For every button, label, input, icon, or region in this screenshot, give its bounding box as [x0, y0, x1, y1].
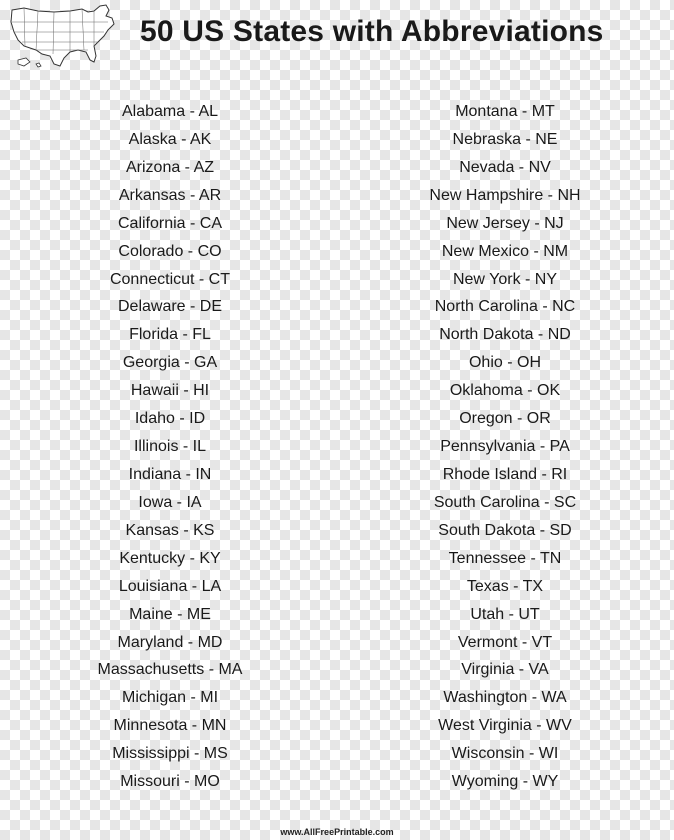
state-item: Colorado - CO [118, 242, 222, 260]
state-item: Alaska - AK [128, 130, 212, 148]
state-item: Kansas - KS [125, 521, 215, 539]
state-item: North Carolina - NC [434, 298, 576, 316]
state-item: South Dakota - SD [438, 521, 572, 539]
state-item: New York - NY [452, 270, 558, 288]
state-item: Mississippi - MS [112, 745, 228, 763]
usa-map-icon [8, 2, 120, 70]
state-item: Massachusetts - MA [97, 661, 243, 679]
state-item: Oregon - OR [459, 410, 551, 428]
state-item: Minnesota - MN [113, 717, 227, 735]
state-item: Texas - TX [466, 577, 544, 595]
state-item: Pennsylvania - PA [440, 438, 570, 456]
states-list-left [70, 98, 270, 796]
state-item: Utah - UT [470, 605, 540, 623]
state-item: Tennessee - TN [448, 549, 562, 567]
state-item: Nebraska - NE [452, 130, 558, 148]
state-item: Michigan - MI [121, 689, 219, 707]
state-item: Louisiana - LA [118, 577, 222, 595]
state-item: New Mexico - NM [441, 242, 569, 260]
state-item: Kentucky - KY [119, 549, 221, 567]
state-item: Connecticut - CT [109, 270, 231, 288]
state-item: Nevada - NV [459, 158, 551, 176]
state-item: New Hampshire - NH [429, 186, 581, 204]
state-item: Virginia - VA [461, 661, 549, 679]
state-item: Hawaii - HI [130, 382, 210, 400]
state-item: South Carolina - SC [433, 493, 577, 511]
state-item: Vermont - VT [457, 633, 553, 651]
state-item: Arkansas - AR [118, 186, 222, 204]
state-item: Montana - MT [455, 103, 555, 120]
state-item: Delaware - DE [117, 298, 223, 316]
state-item: Illinois - IL [133, 438, 207, 456]
state-item: Georgia - GA [122, 354, 218, 372]
state-item: Alabama - AL [121, 103, 219, 120]
state-item: New Jersey - NJ [446, 214, 564, 232]
state-item: Wisconsin - WI [451, 745, 559, 763]
states-list-right [400, 98, 610, 796]
state-item: North Dakota - ND [439, 326, 571, 344]
state-item: Missouri - MO [120, 773, 220, 791]
state-item: Ohio - OH [468, 354, 541, 372]
state-item: Maryland - MD [117, 633, 223, 651]
page-title: 50 US States with Abbreviations [140, 15, 604, 48]
state-item: Maine - ME [129, 605, 211, 623]
state-item: California - CA [117, 214, 223, 232]
state-item: Idaho - ID [134, 410, 206, 428]
state-item: Arizona - AZ [125, 158, 215, 176]
state-item: Iowa - IA [138, 493, 202, 511]
state-item: Oklahoma - OK [449, 382, 561, 400]
state-item: West Virginia - WV [438, 717, 572, 735]
state-item: Indiana - IN [128, 465, 212, 483]
state-item: Florida - FL [129, 326, 211, 344]
footer-url: www.AllFreePrintable.com [280, 827, 394, 837]
state-item: Wyoming - WY [451, 773, 559, 791]
state-item: Washington - WA [443, 689, 567, 707]
state-item: Rhode Island - RI [442, 465, 568, 483]
